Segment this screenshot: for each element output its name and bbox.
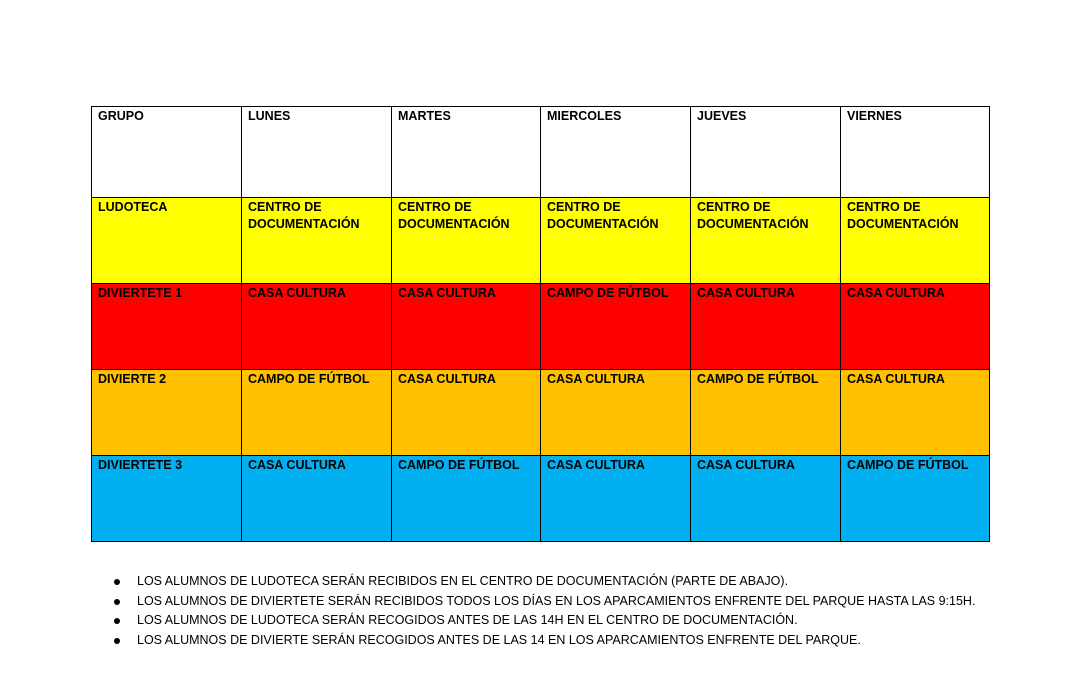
bullet-icon: [114, 599, 120, 605]
table-cell: CASA CULTURA: [392, 370, 541, 456]
table-cell: CENTRO DE DOCUMENTACIÓN: [541, 198, 691, 284]
table-cell: CASA CULTURA: [841, 370, 990, 456]
header-cell-martes: MARTES: [392, 107, 541, 198]
table-cell: CASA CULTURA: [541, 456, 691, 542]
group-cell: LUDOTECA: [92, 198, 242, 284]
list-item: [112, 631, 975, 651]
table-row-diviertete-3: [92, 456, 990, 542]
table-cell: CENTRO DE DOCUMENTACIÓN: [691, 198, 841, 284]
header-cell-miercoles: MIERCOLES: [541, 107, 691, 198]
header-cell-jueves: JUEVES: [691, 107, 841, 198]
table-row-ludoteca: [92, 198, 990, 284]
note-text: LOS ALUMNOS DE DIVIERTE SERÁN RECOGIDOS ANTES DE LAS 14 EN LOS APARCAMIENTOS ENFRENTE DEL PARQUE.: [137, 632, 861, 647]
note-text: LOS ALUMNOS DE LUDOTECA SERÁN RECOGIDOS ANTES DE LAS 14H EN EL CENTRO DE DOCUMENTACIÓN.: [137, 613, 798, 627]
table-cell: CAMPO DE FÚTBOL: [242, 370, 392, 456]
table-cell: CASA CULTURA: [541, 370, 691, 456]
bullet-icon: [114, 579, 120, 585]
table-row-divierte-2: [92, 370, 990, 456]
list-item: [112, 572, 975, 592]
table-cell: CENTRO DE DOCUMENTACIÓN: [392, 198, 541, 284]
bullet-icon: [114, 638, 120, 644]
group-cell: DIVIERTE 2: [92, 370, 242, 456]
list-item: [112, 592, 975, 612]
bullet-icon: [114, 618, 120, 624]
table-cell: CAMPO DE FÚTBOL: [541, 284, 691, 370]
header-cell-lunes: LUNES: [242, 107, 392, 198]
header-cell-viernes: VIERNES: [841, 107, 990, 198]
table-cell: CASA CULTURA: [242, 456, 392, 542]
schedule-table: [91, 106, 990, 542]
table-row-diviertete-1: [92, 284, 990, 370]
notes-list: [112, 572, 975, 650]
note-text: LOS ALUMNOS DE DIVIERTETE SERÁN RECIBIDOS TODOS LOS DÍAS EN LOS APARCAMIENTOS ENFRENTE DEL PARQUE HASTA LAS 9:15H.: [137, 593, 976, 608]
table-cell: CAMPO DE FÚTBOL: [392, 456, 541, 542]
group-cell: DIVIERTETE 3: [92, 456, 242, 542]
table-cell: CENTRO DE DOCUMENTACIÓN: [841, 198, 990, 284]
table-cell: CAMPO DE FÚTBOL: [841, 456, 990, 542]
table-cell: CASA CULTURA: [392, 284, 541, 370]
note-text: LOS ALUMNOS DE LUDOTECA SERÁN RECIBIDOS EN EL CENTRO DE DOCUMENTACIÓN (PARTE DE ABAJO).: [137, 574, 789, 588]
header-cell-grupo: GRUPO: [92, 107, 242, 198]
table-cell: CASA CULTURA: [242, 284, 392, 370]
group-cell: DIVIERTETE 1: [92, 284, 242, 370]
table-cell: CASA CULTURA: [841, 284, 990, 370]
table-header-row: [92, 107, 990, 198]
table-cell: CASA CULTURA: [691, 456, 841, 542]
table-cell: CAMPO DE FÚTBOL: [691, 370, 841, 456]
table-cell: CENTRO DE DOCUMENTACIÓN: [242, 198, 392, 284]
table-cell: CASA CULTURA: [691, 284, 841, 370]
list-item: [112, 611, 975, 631]
